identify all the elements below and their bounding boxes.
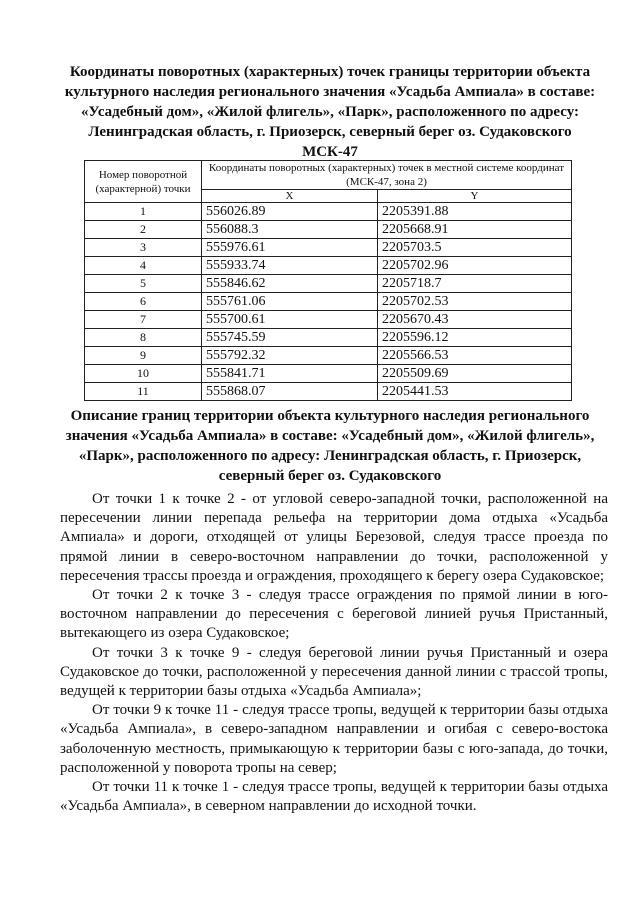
x-value: 555700.61 [202, 311, 378, 329]
y-value: 2205670.43 [377, 311, 571, 329]
x-value: 555976.61 [202, 239, 378, 257]
title-line: Координаты поворотных (характерных) точек границы территории объекта [69, 64, 591, 80]
point-number: 3 [85, 239, 202, 257]
point-number: 7 [85, 311, 202, 329]
header-x: X [202, 190, 378, 203]
x-value: 555761.06 [202, 293, 378, 311]
boundary-description [60, 490, 608, 816]
title-line: Описание границ территории объекта культурного наследия регионального [70, 408, 590, 424]
table-row [85, 275, 572, 293]
table-row [85, 365, 572, 383]
title-line: «Усадебный дом», «Жилой флигель», «Парк», расположенного по адресу: [80, 104, 580, 120]
y-value: 2205718.7 [377, 275, 571, 293]
table-row [85, 239, 572, 257]
y-value: 2205509.69 [377, 365, 571, 383]
y-value: 2205703.5 [377, 239, 571, 257]
header-point-number: Номер поворотной (характерной) точки [85, 161, 202, 203]
x-value: 555792.32 [202, 347, 378, 365]
paragraph: От точки 2 к точке 3 - следуя трассе ограждения по прямой линии в юго-восточном направлении до пересечения с береговой линией ручья Пристанный, вытекающего из озера Судаковское; [60, 587, 608, 642]
x-value: 555868.07 [202, 383, 378, 401]
paragraph: От точки 9 к точке 11 - следуя трассе тропы, ведущей к территории базы отдыха «Усадьба Ампиала», в северо-западном направлении и огибая с северо-востока заболоченную местность, примыкающую к территории базы с юго-запада, до точки, расположенной у поворота тропы на север; [60, 702, 608, 776]
title-line: культурного наследия регионального значения «Усадьба Ампиала» в составе: [64, 84, 596, 100]
paragraph: От точки 1 к точке 2 - от угловой северо-западной точки, расположенной на пересечении линии перепада рельефа на территории дома отдыха «Усадьба Ампиала» и дороги, отходящей от улицы Березовой, следуя трассе проезда по прямой линии в северо-восточном направлении до точки, расположенной у пересечения трассы проезда и ограждения, проходящего к берегу озера Судаковское; [60, 491, 608, 584]
title-line: «Парк», расположенного по адресу: Ленинградская область, г. Приозерск, [78, 448, 582, 464]
table-row [85, 293, 572, 311]
title-line: Ленинградская область, г. Приозерск, северный берег оз. Судаковского [88, 124, 572, 140]
coordinates-table [84, 160, 572, 401]
y-value: 2205566.53 [377, 347, 571, 365]
title-line: МСК-47 [302, 144, 358, 160]
description-title [60, 406, 600, 486]
table-row [85, 329, 572, 347]
y-value: 2205668.91 [377, 221, 571, 239]
table-row [85, 257, 572, 275]
title-line: северный берег оз. Судаковского [218, 468, 442, 484]
point-number: 5 [85, 275, 202, 293]
x-value: 556088.3 [202, 221, 378, 239]
y-value: 2205596.12 [377, 329, 571, 347]
x-value: 555745.59 [202, 329, 378, 347]
point-number: 6 [85, 293, 202, 311]
point-number: 1 [85, 203, 202, 221]
point-number: 10 [85, 365, 202, 383]
table-row [85, 203, 572, 221]
document-title [60, 62, 600, 162]
point-number: 9 [85, 347, 202, 365]
point-number: 8 [85, 329, 202, 347]
table-row [85, 383, 572, 401]
title-line: значения «Усадьба Ампиала» в составе: «Усадебный дом», «Жилой флигель», [65, 428, 595, 444]
x-value: 556026.89 [202, 203, 378, 221]
x-value: 555841.71 [202, 365, 378, 383]
table-row [85, 221, 572, 239]
point-number: 2 [85, 221, 202, 239]
header-y: Y [377, 190, 571, 203]
y-value: 2205441.53 [377, 383, 571, 401]
paragraph: От точки 3 к точке 9 - следуя береговой линии ручья Пристанный и озера Судаковское до точки, расположенной у пересечения данной линии с трассой тропы, ведущей к территории базы отдыха «Усадьба Ампиала»; [60, 644, 608, 700]
header-coordinates: Координаты поворотных (характерных) точек в местной системе координат (МСК-47, зона 2) [202, 161, 572, 190]
point-number: 4 [85, 257, 202, 275]
y-value: 2205702.96 [377, 257, 571, 275]
paragraph: От точки 11 к точке 1 - следуя трассе тропы, ведущей к территории базы отдыха «Усадьба Ампиала», в северном направлении до исходной точки. [60, 779, 608, 815]
table-row [85, 347, 572, 365]
x-value: 555933.74 [202, 257, 378, 275]
y-value: 2205702.53 [377, 293, 571, 311]
x-value: 555846.62 [202, 275, 378, 293]
y-value: 2205391.88 [377, 203, 571, 221]
table-row [85, 311, 572, 329]
point-number: 11 [85, 383, 202, 401]
